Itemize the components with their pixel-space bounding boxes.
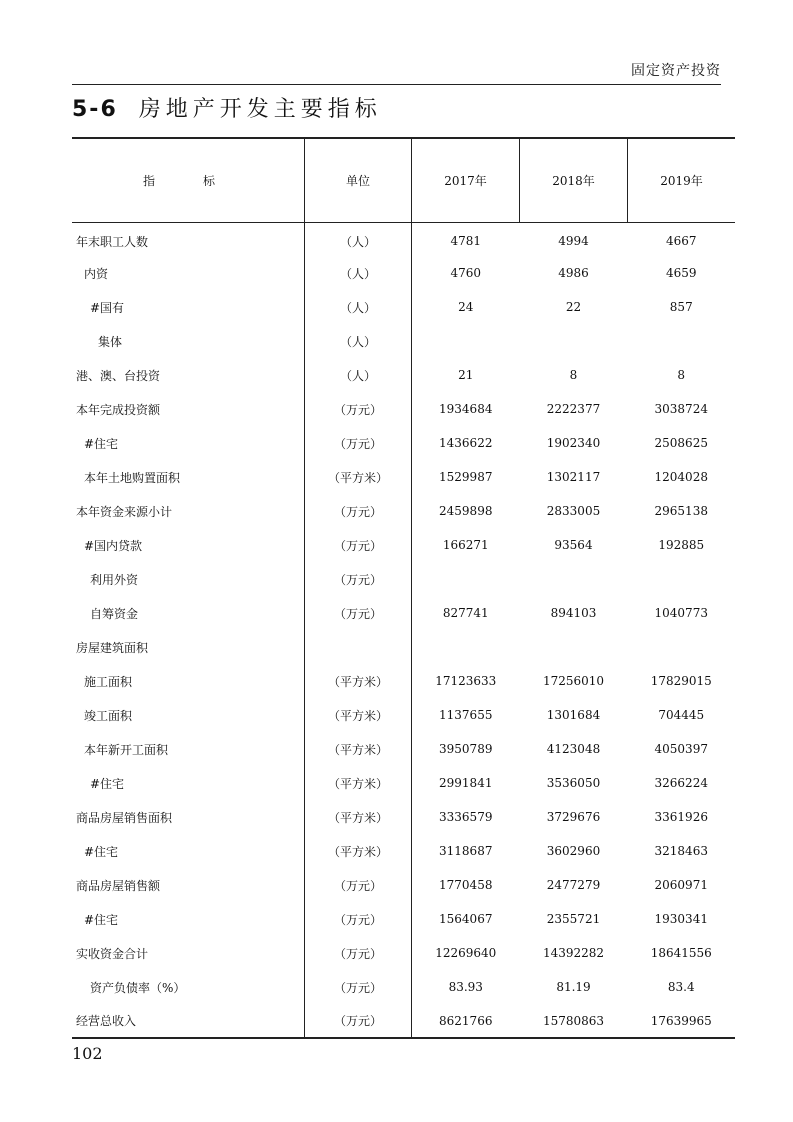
- row-value-2019: 83.4: [667, 980, 695, 994]
- column-header-2019: 2019年: [628, 138, 736, 222]
- row-value-2018: 1302117: [546, 470, 601, 484]
- row-value-2017: 1564067: [439, 912, 493, 926]
- table-row: [72, 698, 735, 732]
- row-label: 资产负债率（%）: [90, 980, 186, 995]
- row-value-2018: 8: [569, 368, 578, 382]
- row-value-2018: 2477279: [546, 878, 601, 892]
- row-unit: （人）: [305, 358, 412, 392]
- row-value-2018: 1301684: [546, 708, 601, 722]
- table-row: [72, 392, 735, 426]
- row-value-2018: 4986: [558, 266, 589, 280]
- row-value-2019: [628, 630, 736, 664]
- row-value-2019: 3361926: [654, 810, 708, 824]
- row-value-2018: 2833005: [546, 504, 601, 518]
- row-value-2019: 17639965: [650, 1013, 712, 1028]
- row-value-2018: 14392282: [542, 946, 605, 960]
- row-value-2019: [628, 562, 736, 596]
- indicator-table-container: [72, 137, 721, 1039]
- row-value-2017: 17123633: [435, 674, 497, 688]
- row-value-2018: 81.19: [556, 980, 591, 994]
- table-row: [72, 460, 735, 494]
- row-value-2018: 3729676: [546, 810, 601, 824]
- table-row: [72, 426, 735, 460]
- row-unit: （万元）: [305, 902, 412, 936]
- row-label: 实收资金合计: [76, 946, 149, 961]
- row-unit: （平方米）: [305, 766, 412, 800]
- table-row: [72, 222, 735, 256]
- row-label: 自筹资金: [90, 606, 139, 621]
- row-value-2018: 3536050: [546, 776, 601, 790]
- row-value-2019: 192885: [658, 538, 705, 552]
- top-rule: [72, 84, 721, 85]
- table-row: [72, 528, 735, 562]
- row-value-2017: 2991841: [439, 776, 493, 790]
- column-header-indicator: 指 标: [142, 173, 233, 188]
- row-value-2019: 4667: [665, 234, 697, 249]
- row-value-2017: 1934684: [439, 402, 493, 416]
- table-row: [72, 324, 735, 358]
- row-unit: （人）: [305, 222, 412, 256]
- row-value-2018: 4994: [558, 234, 589, 249]
- row-value-2018: 17256010: [542, 674, 605, 688]
- table-row: [72, 868, 735, 902]
- row-label: 施工面积: [84, 674, 133, 689]
- row-value-2017: 3336579: [439, 810, 493, 824]
- row-label: 利用外资: [90, 572, 139, 587]
- row-value-2019: 2060971: [654, 878, 708, 892]
- page-title: [72, 92, 382, 123]
- table-row: [72, 766, 735, 800]
- row-value-2019: 3266224: [654, 776, 708, 790]
- row-value-2019: 3038724: [654, 402, 708, 416]
- row-value-2019: 8: [677, 368, 686, 382]
- row-unit: （平方米）: [305, 698, 412, 732]
- row-value-2019: 857: [669, 300, 693, 314]
- row-unit: （万元）: [305, 528, 412, 562]
- table-row: [72, 596, 735, 630]
- table-row: [72, 1004, 735, 1038]
- row-label: 港、澳、台投资: [76, 368, 161, 383]
- row-value-2019: 1930341: [654, 912, 708, 926]
- row-unit: （人）: [305, 290, 412, 324]
- table-row: [72, 800, 735, 834]
- table-number: 5-6: [72, 97, 118, 122]
- row-value-2019: 704445: [658, 708, 705, 722]
- row-label: #国内贷款: [84, 538, 143, 553]
- row-value-2018: 4123048: [546, 742, 601, 756]
- row-value-2017: 166271: [442, 538, 489, 552]
- row-unit: （人）: [305, 324, 412, 358]
- row-value-2017: 1436622: [439, 436, 493, 450]
- row-label: #住宅: [84, 844, 119, 859]
- column-header-2017: 2017年: [444, 173, 487, 188]
- row-unit: （平方米）: [305, 732, 412, 766]
- row-value-2017: [412, 324, 520, 358]
- row-label: 竣工面积: [84, 708, 133, 723]
- section-label: 固定资产投资: [631, 63, 721, 79]
- row-value-2017: 3950789: [439, 742, 493, 756]
- row-unit: （平方米）: [305, 460, 412, 494]
- row-unit: （万元）: [305, 970, 412, 1004]
- row-label: 年末职工人数: [76, 234, 149, 249]
- row-unit: （平方米）: [305, 664, 412, 698]
- row-value-2019: 3218463: [654, 844, 708, 858]
- row-label: 本年土地购置面积: [84, 470, 181, 485]
- row-unit: （万元）: [305, 936, 412, 970]
- row-value-2017: 2459898: [439, 504, 493, 518]
- row-unit: （万元）: [305, 426, 412, 460]
- row-unit: （万元）: [305, 392, 412, 426]
- table-row: [72, 970, 735, 1004]
- row-value-2017: 12269640: [435, 946, 497, 960]
- row-unit: （平方米）: [305, 834, 412, 868]
- row-value-2017: [412, 630, 520, 664]
- page-number: 102: [72, 1044, 103, 1063]
- row-label: 本年新开工面积: [84, 742, 169, 757]
- row-value-2017: 4760: [450, 266, 482, 280]
- row-value-2019: 4050397: [654, 742, 708, 756]
- row-value-2019: 4659: [665, 266, 697, 280]
- table-row: [72, 902, 735, 936]
- table-body: [72, 222, 735, 1038]
- row-value-2018: 2355721: [546, 912, 601, 926]
- row-unit: （万元）: [305, 562, 412, 596]
- row-label: #国有: [90, 300, 125, 315]
- row-label: #住宅: [90, 776, 125, 791]
- row-label: 内资: [84, 266, 109, 281]
- table-row: [72, 834, 735, 868]
- row-value-2019: [628, 324, 736, 358]
- row-value-2019: 1040773: [654, 606, 708, 620]
- row-value-2017: 1529987: [439, 470, 493, 484]
- row-value-2018: 3602960: [546, 844, 601, 858]
- row-value-2019: 18641556: [650, 946, 712, 960]
- row-unit: （万元）: [305, 596, 412, 630]
- row-value-2018: [520, 630, 628, 664]
- row-value-2018: 93564: [554, 538, 593, 552]
- table-row: [72, 664, 735, 698]
- row-value-2017: 8621766: [439, 1013, 493, 1028]
- row-unit: [305, 630, 412, 664]
- row-label: 房屋建筑面积: [76, 640, 149, 655]
- row-value-2017: 1770458: [439, 878, 493, 892]
- table-header-row: [72, 138, 735, 222]
- indicator-table: [72, 137, 735, 1039]
- row-value-2019: 2965138: [654, 504, 708, 518]
- row-value-2019: 2508625: [654, 436, 708, 450]
- row-value-2017: [412, 562, 520, 596]
- row-value-2018: 1902340: [546, 436, 601, 450]
- row-unit: （万元）: [305, 868, 412, 902]
- row-value-2017: 21: [458, 368, 474, 382]
- row-value-2019: 1204028: [654, 470, 708, 484]
- row-unit: （平方米）: [305, 800, 412, 834]
- column-header-unit: 单位: [305, 138, 412, 222]
- row-value-2018: 15780863: [542, 1013, 605, 1028]
- row-value-2018: [520, 324, 628, 358]
- row-value-2017: 24: [458, 300, 474, 314]
- table-title: 房地产开发主要指标: [138, 97, 382, 122]
- table-row: [72, 358, 735, 392]
- table-row: [72, 732, 735, 766]
- row-value-2018: [520, 562, 628, 596]
- row-label: 集体: [98, 334, 123, 349]
- row-value-2019: 17829015: [650, 674, 712, 688]
- table-row: [72, 936, 735, 970]
- table-row: [72, 494, 735, 528]
- row-value-2018: 2222377: [546, 402, 601, 416]
- row-value-2017: 3118687: [439, 844, 493, 858]
- row-label: #住宅: [84, 912, 119, 927]
- row-value-2017: 83.93: [448, 980, 483, 994]
- row-label: 本年完成投资额: [76, 402, 161, 417]
- row-value-2017: 4781: [450, 234, 482, 249]
- row-label: 经营总收入: [76, 1014, 137, 1028]
- table-row: [72, 256, 735, 290]
- table-row: [72, 290, 735, 324]
- row-label: 本年资金来源小计: [76, 504, 173, 519]
- table-row: [72, 630, 735, 664]
- row-label: 商品房屋销售额: [76, 878, 161, 893]
- row-value-2017: 1137655: [439, 708, 493, 722]
- row-label: #住宅: [84, 436, 119, 451]
- row-value-2018: 894103: [550, 606, 597, 620]
- row-unit: （人）: [305, 256, 412, 290]
- table-row: [72, 562, 735, 596]
- row-unit: （万元）: [305, 1004, 412, 1038]
- row-label: 商品房屋销售面积: [76, 810, 173, 825]
- column-header-2018: 2018年: [520, 138, 628, 222]
- row-value-2018: 22: [565, 300, 582, 314]
- row-unit: （万元）: [305, 494, 412, 528]
- row-value-2017: 827741: [442, 606, 489, 620]
